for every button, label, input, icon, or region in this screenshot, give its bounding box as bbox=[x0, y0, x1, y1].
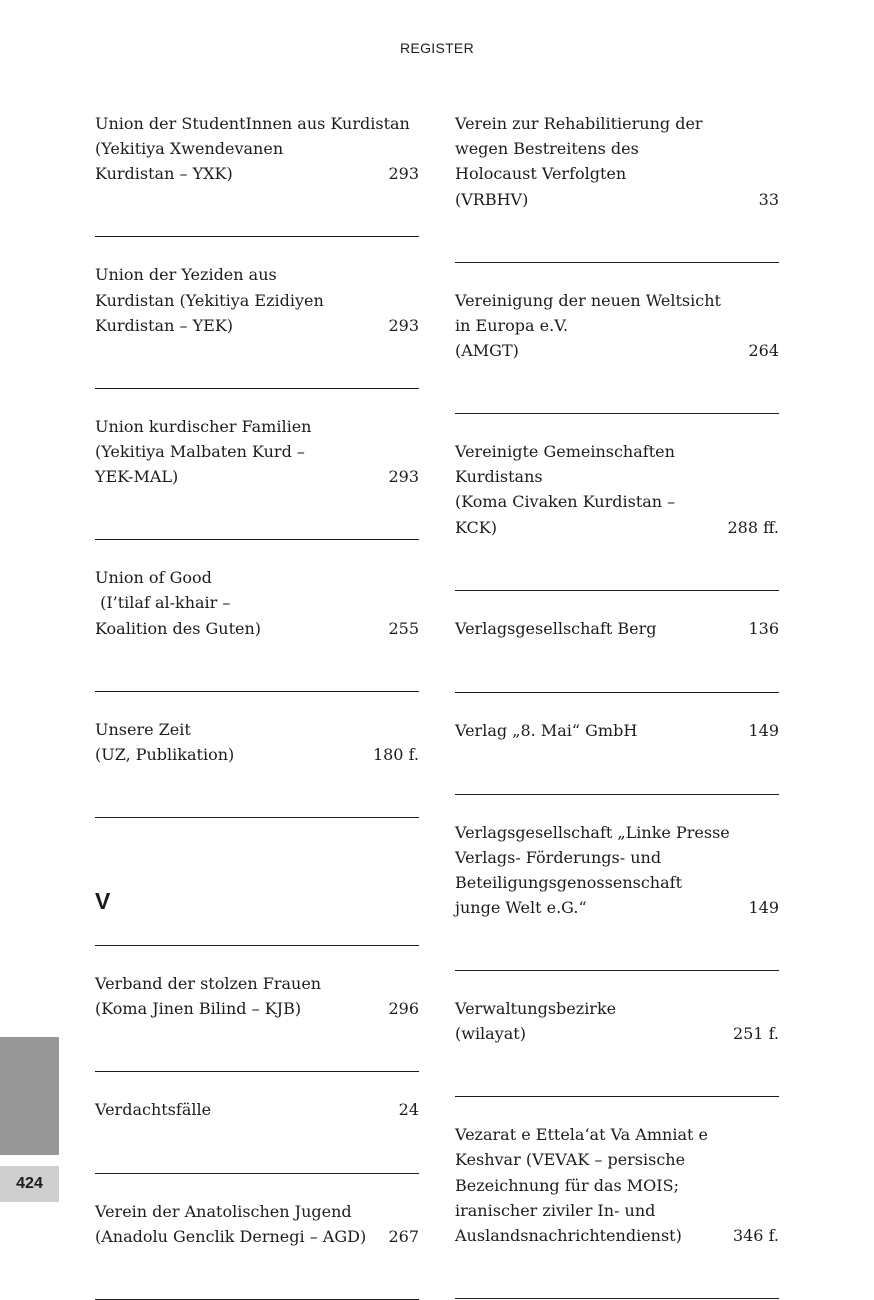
entry-term-line: Keshvar (VEVAK – persische bbox=[455, 1150, 686, 1170]
entry-page-ref: 149 bbox=[748, 898, 779, 918]
entry-term-line: iranischer ziviler In- und bbox=[455, 1200, 656, 1220]
entry-term-line: Verlagsgesellschaft „Linke Presse bbox=[455, 822, 730, 842]
index-column-left bbox=[95, 111, 419, 1300]
entries-u-group bbox=[95, 111, 419, 818]
entry-page-ref: 251 f. bbox=[732, 1024, 779, 1044]
entry-term-line: (Yekitiya Malbaten Kurd – bbox=[95, 441, 305, 461]
entry-term-line: (VRBHV) bbox=[455, 189, 529, 209]
entry-term bbox=[95, 540, 419, 641]
entry-term-line: Unsere Zeit bbox=[95, 719, 191, 739]
index-column-right bbox=[455, 111, 779, 1299]
entry-term-line: Kurdistan – YEK) bbox=[95, 315, 234, 335]
entry-term-line: Vereinigte Gemeinschaften bbox=[455, 441, 675, 461]
entry-term-line: Verdachtsfälle bbox=[95, 1099, 212, 1119]
entry-term bbox=[95, 389, 419, 490]
entry-term-line: Beteiligungsgenossenschaft bbox=[455, 872, 682, 892]
entry-term bbox=[455, 795, 779, 921]
section-letter: V bbox=[95, 818, 419, 946]
index-entry bbox=[95, 946, 419, 1072]
entry-term-line: Bezeichnung für das MOIS; bbox=[455, 1175, 679, 1195]
index-entry bbox=[95, 389, 419, 540]
entry-term bbox=[455, 111, 779, 212]
index-entry bbox=[455, 795, 779, 972]
entry-page-ref: 346 f. bbox=[732, 1225, 779, 1245]
entry-term bbox=[95, 111, 419, 187]
entry-term bbox=[95, 1174, 419, 1249]
entry-term bbox=[455, 263, 779, 364]
index-entry bbox=[455, 693, 779, 795]
entry-page-ref: 136 bbox=[748, 618, 779, 638]
entry-term-line: Union der Yeziden aus bbox=[95, 265, 277, 285]
entry-page-ref: 24 bbox=[398, 1099, 419, 1119]
entry-term bbox=[455, 1097, 779, 1248]
entry-term-line: Union of Good bbox=[95, 568, 212, 588]
entry-page-ref: 149 bbox=[748, 720, 779, 740]
entry-term-line: (I’tilaf al-khair – bbox=[95, 593, 231, 613]
entry-term-line: Kurdistan (Yekitiya Ezidiyen bbox=[95, 290, 324, 310]
index-entry bbox=[95, 111, 419, 237]
entry-term-line: wegen Bestreitens des bbox=[455, 139, 639, 159]
index-entry bbox=[95, 692, 419, 818]
entries-v-group-continued bbox=[455, 111, 779, 1299]
entry-term-line: (Koma Civaken Kurdistan – bbox=[455, 492, 676, 512]
entry-term-line: (AMGT) bbox=[455, 341, 519, 360]
entry-page-ref: 255 bbox=[388, 618, 419, 638]
entry-term-line: Verlag „8. Mai“ GmbH bbox=[455, 720, 638, 740]
entry-term-line: Verwaltungsbezirke bbox=[455, 999, 617, 1019]
entry-term-line: Vezarat e Ettela‘at Va Amniat e bbox=[455, 1125, 708, 1145]
entry-term bbox=[95, 946, 419, 1021]
entry-page-ref: 288 ff. bbox=[727, 517, 779, 537]
entry-term bbox=[455, 693, 779, 743]
entry-term-line: (UZ, Publikation) bbox=[95, 744, 235, 764]
entry-term-line: Koalition des Guten) bbox=[95, 618, 262, 638]
entry-page-ref: 267 bbox=[388, 1226, 419, 1246]
index-entry bbox=[455, 1097, 779, 1299]
entry-term-line: YEK-MAL) bbox=[95, 467, 179, 487]
entry-term-line: (Anadolu Genclik Dernegi – AGD) bbox=[95, 1226, 367, 1246]
entry-term-line: Union kurdischer Familien bbox=[95, 416, 312, 436]
entry-term-line: (Koma Jinen Bilind – KJB) bbox=[95, 998, 302, 1018]
entry-term-line: Verlagsgesellschaft Berg bbox=[455, 618, 657, 638]
entry-page-ref: 180 f. bbox=[372, 744, 419, 764]
entry-term-line: Verlags- Förderungs- und bbox=[455, 847, 662, 867]
entry-page-ref: 293 bbox=[388, 164, 419, 184]
entry-page-ref: 293 bbox=[388, 467, 419, 487]
entry-page-ref: 293 bbox=[388, 315, 419, 335]
index-entry bbox=[95, 540, 419, 691]
entry-term-line: (Yekitiya Xwendevanen bbox=[95, 139, 284, 159]
index-entry bbox=[455, 111, 779, 263]
entry-term bbox=[455, 591, 779, 641]
index-entry bbox=[455, 414, 779, 591]
index-entry bbox=[95, 237, 419, 388]
thumb-index-tab bbox=[0, 1037, 59, 1155]
entry-page-ref: 33 bbox=[758, 189, 779, 209]
entry-term-line: Kurdistan – YXK) bbox=[95, 164, 233, 184]
entry-term-line: in Europa e.V. bbox=[455, 315, 569, 335]
entry-term-line: Kurdistans bbox=[455, 467, 543, 487]
entries-v-group bbox=[95, 946, 419, 1300]
entry-term bbox=[95, 237, 419, 338]
index-entry bbox=[95, 1174, 419, 1300]
index-entry bbox=[455, 591, 779, 693]
entry-term-line: Verein der Anatolischen Jugend bbox=[95, 1201, 352, 1221]
running-header: REGISTER bbox=[400, 40, 474, 56]
entry-term-line: Holocaust Verfolgten bbox=[455, 164, 627, 184]
entry-term-line: Vereinigung der neuen Weltsicht bbox=[455, 290, 721, 310]
entry-term-line: Auslandsnachrichtendienst) bbox=[455, 1225, 682, 1245]
entry-term-line: Verband der stolzen Frauen bbox=[95, 973, 322, 993]
entry-term-line: KCK) bbox=[455, 517, 497, 537]
entry-term bbox=[455, 971, 779, 1046]
index-entry bbox=[455, 263, 779, 414]
entry-term-line: Verein zur Rehabilitierung der bbox=[455, 114, 703, 133]
entry-page-ref: 296 bbox=[388, 998, 419, 1018]
page-number: 424 bbox=[0, 1166, 59, 1202]
index-entry bbox=[95, 1072, 419, 1174]
entry-term-line: junge Welt e.G.“ bbox=[455, 898, 587, 918]
index-entry bbox=[455, 971, 779, 1097]
entry-term-line: Union der StudentInnen aus Kurdistan bbox=[95, 114, 410, 133]
entry-page-ref: 264 bbox=[748, 340, 779, 360]
entry-term-line: (wilayat) bbox=[455, 1024, 526, 1044]
entry-term bbox=[95, 1072, 419, 1122]
entry-term bbox=[95, 692, 419, 767]
